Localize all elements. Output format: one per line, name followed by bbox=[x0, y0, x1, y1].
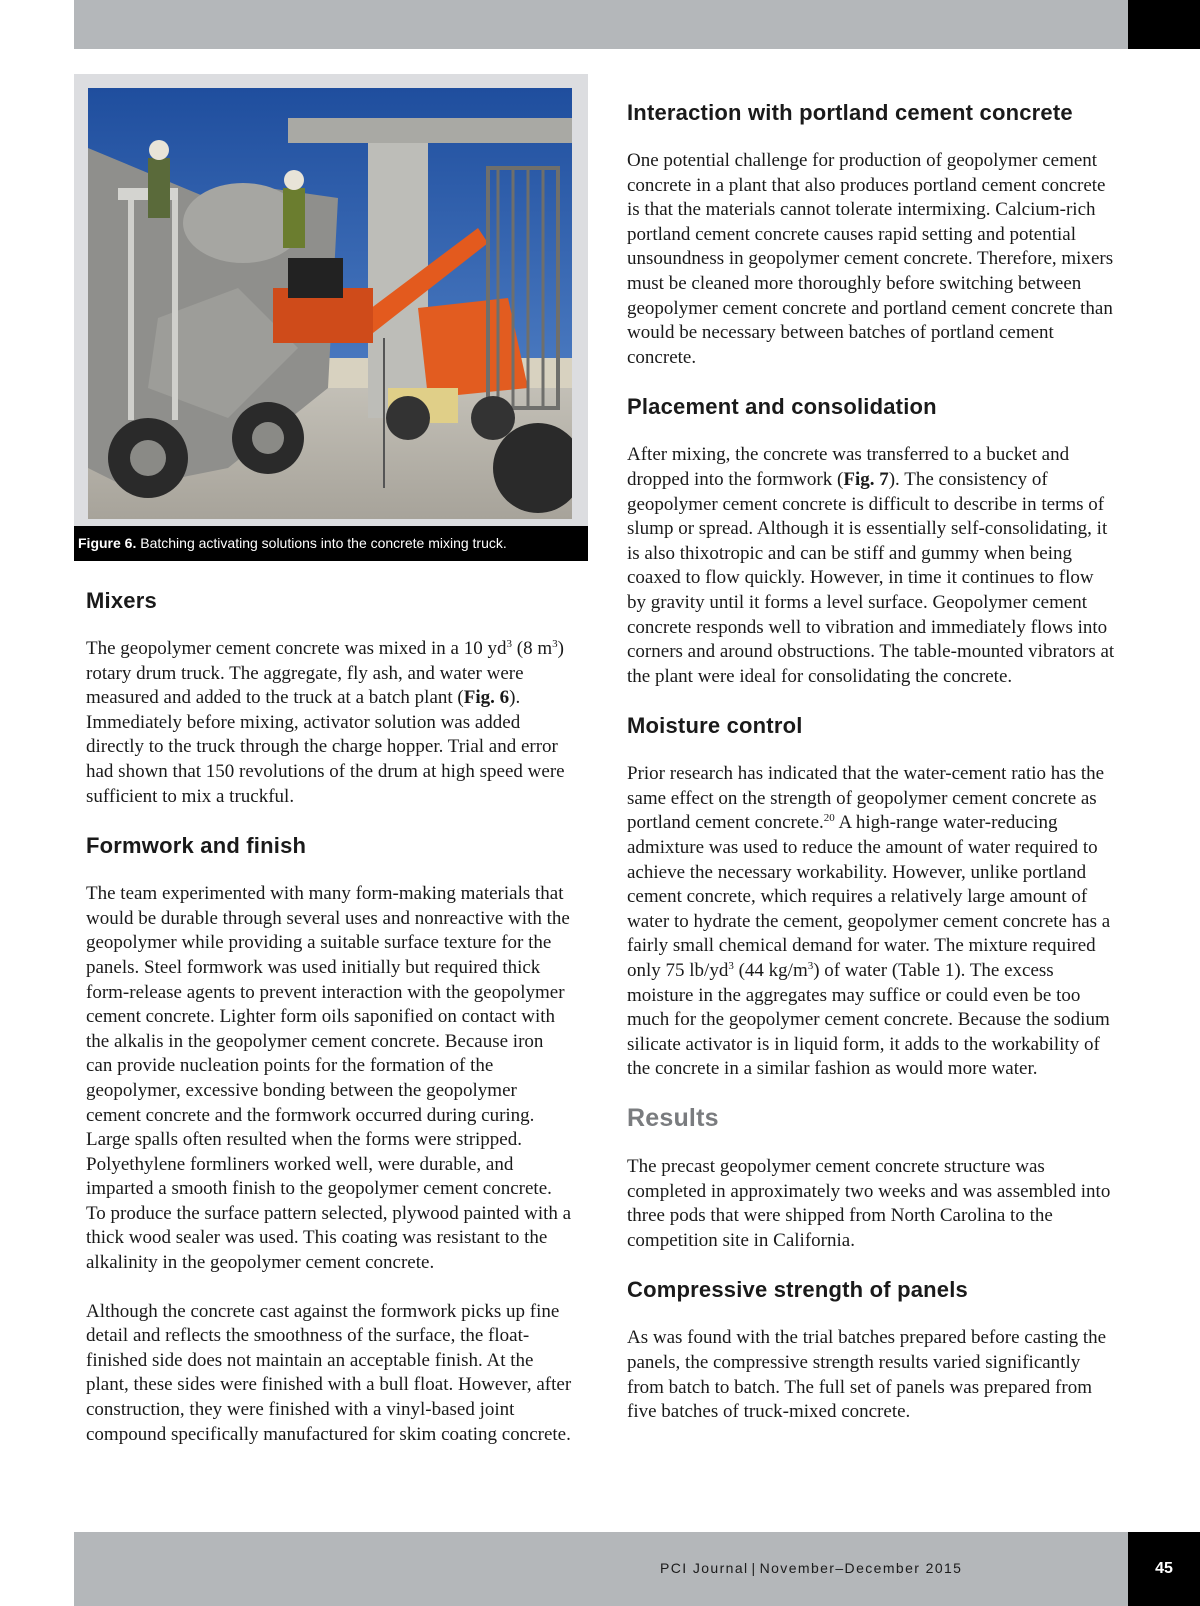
page-number: 45 bbox=[1128, 1532, 1200, 1606]
heading-formwork: Formwork and finish bbox=[86, 833, 307, 859]
paragraph-formwork-2: Although the concrete cast against the formwork picks up fine detail and reflects the smoothness of the surface, the float-finished side does not maintain an acceptable finish. At the plant, these sides were finished with a bull float. However, after construction, they were finished with a vinyl-based joint compound specifically manufactured for skim coating concrete. bbox=[86, 1300, 572, 1445]
right-column bbox=[627, 100, 1115, 1449]
footer-bar bbox=[74, 1532, 1128, 1606]
paragraph-results: The precast geopolymer cement concrete structure was completed in approximately two weeks and was assembled into three pods that were shipped from North Carolina to the competition site in California. bbox=[627, 1156, 1111, 1251]
heading-results: Results bbox=[627, 1104, 719, 1132]
figure-caption-text: Batching activating solutions into the concrete mixing truck. bbox=[140, 535, 507, 551]
journal-name: PCI Journal bbox=[660, 1560, 749, 1576]
left-column bbox=[86, 588, 574, 1471]
heading-mixers: Mixers bbox=[86, 588, 157, 613]
figure-caption bbox=[74, 526, 588, 561]
footer-journal: PCI Journal | November–December 2015 bbox=[660, 1560, 963, 1576]
heading-placement: Placement and consolidation bbox=[627, 394, 937, 420]
heading-moisture: Moisture control bbox=[627, 713, 803, 739]
header-tab bbox=[1128, 0, 1200, 49]
figure-reference-6: Fig. 6 bbox=[463, 687, 510, 709]
figure-reference-7: Fig. 7 bbox=[843, 468, 889, 490]
paragraph-placement: After mixing, the concrete was transferred to a bucket and dropped into the formwork (Fig. 7). The consistency of geopolymer cement concrete is difficult to describe in terms of slump or spread. Although it is essentially self-consolidating, it is also thixotropic and can be stiff and gummy when being coaxed to flow quickly. However, in time it continues to flow by gravity until it forms a level surface. Geopolymer cement concrete responds well to vibration and immediately flows into corners and around obstructions. The table-mounted vibrators at the plant were ideal for consolidating the concrete. bbox=[627, 444, 1115, 687]
figure-label: Figure 6. bbox=[78, 535, 137, 551]
paragraph-interaction: One potential challenge for production of geopolymer cement concrete in a plant that also produces portland cement concrete is that the materials cannot tolerate intermixing. Calcium-rich portland cement concrete causes rapid setting and potential unsoundness in geopolymer cement concrete. Therefore, mixers must be cleaned more thoroughly before switching between geopolymer cement concrete and portland cement concrete than would be necessary between batches of portland cement concrete. bbox=[627, 150, 1114, 368]
journal-issue: November–December 2015 bbox=[759, 1560, 963, 1576]
heading-compressive: Compressive strength of panels bbox=[627, 1277, 968, 1303]
paragraph-mixers: The geopolymer cement concrete was mixed in a 10 $yd^3$ (8 $m^3$) rotary drum truck. The aggregate, fly ash, and water were measured and added to the truck at a batch plant (Fig. 6). Immediately before mixing, activator solution was added directly to the truck through the charge hopper. Trial and error had shown that 150 revolutions of the drum at high speed were sufficient to mix a truckful. bbox=[86, 638, 565, 807]
citation-20: 20 bbox=[823, 812, 835, 825]
paragraph-compressive: As was found with the trial batches prepared before casting the panels, the compressive strength results varied significantly from batch to batch. The full set of panels was prepared from five batches of truck-mixed concrete. bbox=[627, 1327, 1107, 1423]
header-bar bbox=[74, 0, 1128, 49]
paragraph-formwork-1: The team experimented with many form-making materials that would be durable through several uses and nonreactive with the geopolymer while providing a suitable surface texture for the panels. Steel formwork was used initially but required thick form-release agents to prevent interaction with the geopolymer cement concrete. Lighter form oils saponified on contact with the alkalis in the geopolymer cement concrete. Because iron can provide nucleation points for the formation of the geopolymer, excessive bonding between the geopolymer cement concrete and the formwork occurred during curing. Large spalls often resulted when the forms were stripped. Polyethylene formliners worked well, were durable, and imparted a smooth finish to the geopolymer cement concrete. To produce the surface pattern selected, plywood painted with a thick wood sealer was used. This coating was resistant to the alkalinity in the geopolymer cement concrete. bbox=[86, 883, 572, 1274]
paragraph-moisture: Prior research has indicated that the water-cement ratio has the same effect on the strength of geopolymer cement concrete as portland cement concrete.$^{20}$ A high-range water-reducing admixture was used to reduce the amount of water required to achieve the necessary workability. However, unlike portland cement concrete, which requires a relatively large amount of water to hydrate the cement, geopolymer cement concrete has a fairly small chemical demand for water. The mixture required only 75 $lb/yd^3$ (44 $kg/m^3$) of water (Table 1). The excess moisture in the aggregates may suffice or could even be too much for the geopolymer cement concrete. Because the sodium silicate activator is in liquid form, it adds to the workability of the concrete in a similar fashion as would more water. bbox=[627, 763, 1111, 1080]
heading-interaction: Interaction with portland cement concrete bbox=[627, 100, 1073, 125]
figure-photo bbox=[88, 88, 572, 519]
